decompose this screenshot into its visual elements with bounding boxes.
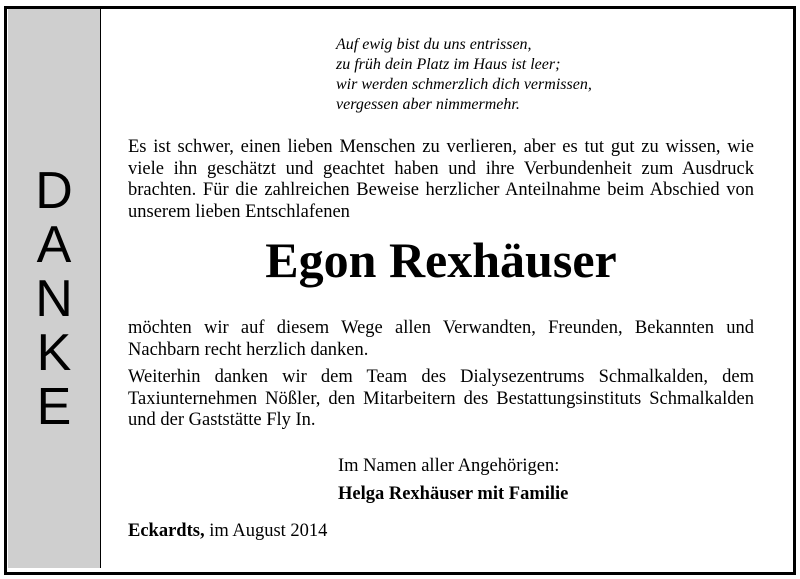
- danke-letter: K: [36, 324, 72, 382]
- danke-sidebar: [8, 9, 101, 568]
- poem-line: wir werden schmerzlich dich vermissen,: [336, 76, 592, 93]
- signature-name: Helga Rexhäuser mit Familie: [338, 484, 569, 504]
- poem: [336, 35, 756, 115]
- signature-preface: Im Namen aller Angehörigen:: [338, 456, 560, 476]
- place-date: [128, 520, 327, 542]
- signature-block: [338, 452, 758, 508]
- danke-letter: A: [36, 216, 72, 274]
- danke-heading: [8, 164, 100, 434]
- danke-letter: N: [35, 270, 73, 328]
- danke-letter: E: [36, 378, 72, 436]
- deceased-name: Egon Rexhäuser: [265, 232, 617, 288]
- danke-letter: D: [35, 162, 73, 220]
- poem-line: zu früh dein Platz im Haus ist leer;: [336, 56, 561, 73]
- poem-line: Auf ewig bist du uns entrissen,: [336, 36, 532, 53]
- date: im August 2014: [209, 521, 328, 541]
- thanks-paragraph: möchten wir auf diesem Wege allen Verwandten, Freunden, Bekannten und Nachbarn recht herzlich danken.: [128, 318, 754, 360]
- thanks-further-paragraph: Weiterhin danken wir dem Team des Dialysezentrums Schmalkalden, dem Taxiunternehmen Nößler, den Mitarbeitern des Bestattungsinstituts Schmalkalden und der Gaststätte Fly In.: [128, 367, 754, 430]
- poem-line: vergessen aber nimmermehr.: [336, 96, 520, 113]
- place: Eckardts,: [128, 521, 205, 541]
- intro-paragraph: Es ist schwer, einen lieben Menschen zu verlieren, aber es tut gut zu wissen, wie viele ihn geschätzt und geachtet haben und ihre Verbundenheit zum Ausdruck brachten. Für die zahlreichen Beweise herzlicher Anteilnahme beim Abschied von unserem lieben Entschlafenen: [128, 137, 754, 222]
